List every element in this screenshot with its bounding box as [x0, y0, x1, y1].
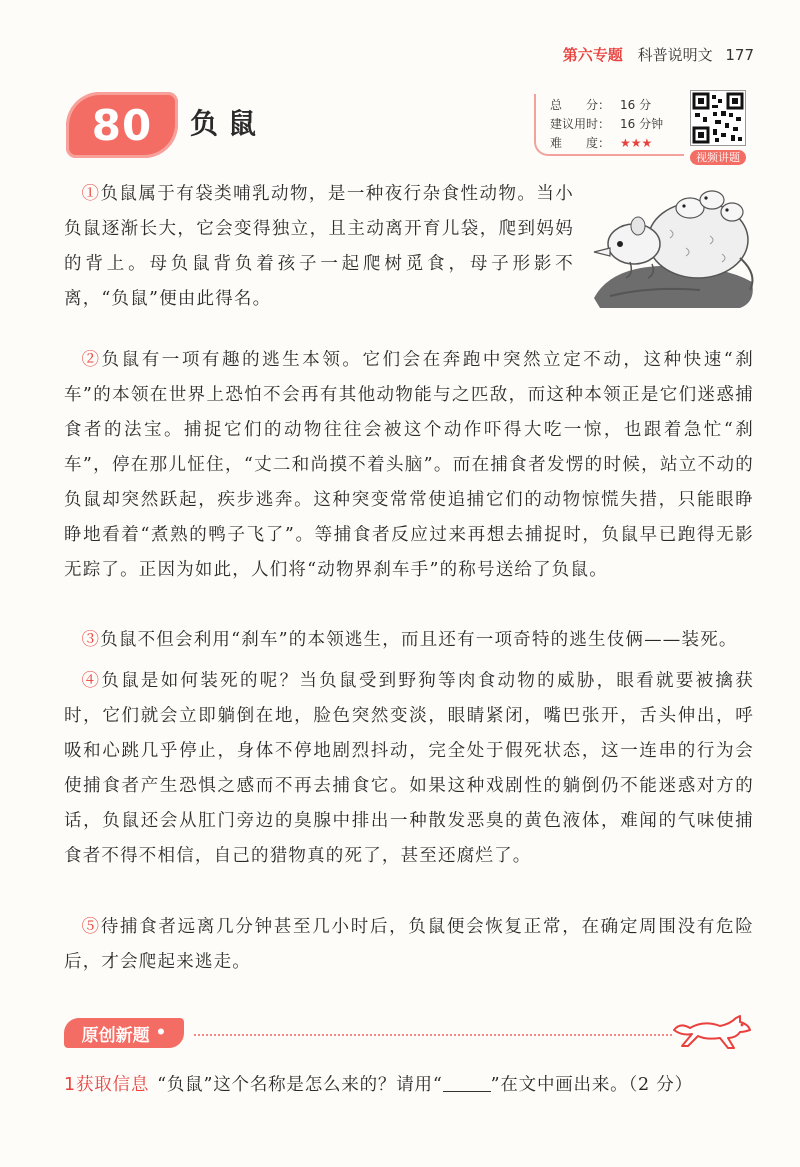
paragraph-4	[64, 664, 754, 874]
opossum-illustration	[590, 178, 758, 310]
paragraph-marker: ②	[81, 350, 102, 370]
banner-label: 原创新题	[81, 1025, 150, 1046]
paragraph-text: 负鼠有一项有趣的逃生本领。它们会在奔跑中突然立定不动，这种快速“刹车”的本领在世界上恐怕不会再有其他动物能与之匹敌，而这种本领正是它们迷惑捕食者的法宝。捕捉它们的动物往往会被这个动作吓得大吃一惊，也跟着急忙“刹车”，停在那儿怔住，“丈二和尚摸不着头脑”。而在捕食者发愣的时候，站立不动的负鼠却突然跃起，疾步逃奔。这种突变常常使追捕它们的动物惊慌失措，只能眼睁睁地看着“煮熟的鸭子飞了”。等捕食者反应过来再想去捕捉时，负鼠早已跑得无影无踪了。正因为如此，人们将“动物界刹车手”的称号送给了负鼠。	[64, 350, 755, 580]
lesson-number-badge	[66, 92, 178, 158]
info-box	[534, 94, 684, 156]
running-cat-icon	[670, 1012, 754, 1052]
question-text-after: ”在文中画出来。（2 分）	[490, 1075, 693, 1095]
running-header	[563, 44, 754, 65]
score-row	[550, 96, 684, 115]
question-type: 获取信息	[75, 1075, 150, 1095]
paragraph-text: 负鼠是如何装死的呢？当负鼠受到野狗等肉食动物的威胁，眼看就要被擒获时，它们就会立即躺倒在地，脸色突然变淡，眼睛紧闭，嘴巴张开，舌头伸出，呼吸和心跳几乎停止，身体不停地剧烈抖动，完全处于假死状态，这一连串的行为会使捕食者产生恐惧之感而不再去捕食它。如果这种戏剧性的躺倒仍不能迷惑对方的话，负鼠还会从肛门旁边的臭腺中排出一种散发恶臭的黄色液体，难闻的气味使捕食者不得不相信，自己的猎物真的死了，甚至还腐烂了。	[64, 671, 754, 866]
paragraph-3	[64, 623, 754, 658]
original-questions-banner-row	[64, 1012, 754, 1052]
time-label: 建议用时：	[550, 117, 611, 131]
page-number: 177	[725, 46, 754, 64]
lesson-title: 负鼠	[190, 107, 267, 140]
paragraph-marker: ④	[81, 671, 102, 691]
score-label: 总 分：	[550, 98, 611, 112]
category-label: 科普说明文	[637, 46, 713, 64]
section-label: 第六专题	[562, 46, 623, 64]
paragraph-1	[64, 177, 574, 317]
time-row	[550, 115, 684, 134]
question-1	[64, 1070, 693, 1100]
question-number: 1	[64, 1075, 76, 1095]
score-value: 16 分	[620, 98, 652, 112]
paragraph-marker: ⑤	[81, 917, 101, 937]
video-lesson-link[interactable]: 视频讲题	[690, 150, 746, 165]
paragraph-text: 负鼠属于有袋类哺乳动物，是一种夜行杂食性动物。当小负鼠逐渐长大，它会变得独立，且主动离开育儿袋，爬到妈妈的背上。母负鼠背负着孩子一起爬树觅食，母子形影不离，“负鼠”便由此得名。	[64, 184, 574, 309]
answer-blank[interactable]	[443, 1073, 491, 1092]
paragraph-text: 负鼠不但会利用“刹车”的本领逃生，而且还有一项奇特的逃生伎俩——装死。	[100, 630, 738, 650]
difficulty-row	[550, 134, 684, 153]
lesson-number: 80	[91, 100, 153, 150]
time-value: 16 分钟	[620, 117, 664, 131]
original-questions-banner: 原创新题 •	[64, 1018, 184, 1048]
paragraph-marker: ③	[81, 630, 101, 650]
difficulty-stars: ★★★	[620, 136, 653, 150]
qr-code-icon[interactable]	[690, 90, 746, 146]
paragraph-5	[64, 910, 754, 980]
paragraph-marker: ①	[81, 184, 101, 204]
dotted-divider	[194, 1034, 672, 1036]
question-text-before: “负鼠”这个名称是怎么来的？请用“	[157, 1075, 443, 1095]
difficulty-label: 难 度：	[550, 136, 611, 150]
paragraph-text: 待捕食者远离几分钟甚至几小时后，负鼠便会恢复正常，在确定周围没有危险后，才会爬起来逃走。	[64, 917, 754, 972]
paragraph-2	[64, 343, 754, 588]
